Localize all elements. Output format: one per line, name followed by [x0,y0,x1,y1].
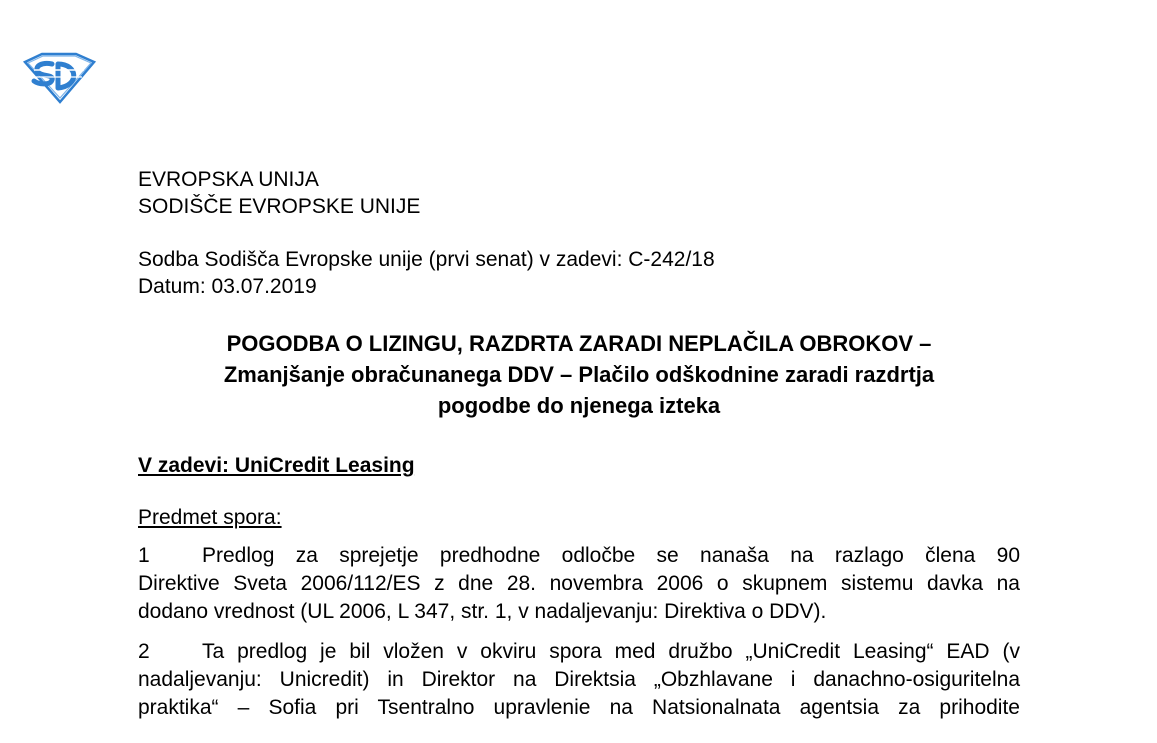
document-body [138,166,1020,722]
paragraph-1 [138,542,1020,626]
case-info [138,246,1020,300]
paragraph-2-line-1: 2 Ta predlog je bil vložen v okviru spora med družbo „UniCredit Leasing“ EAD (v [138,638,1020,666]
case-date: Datum: 03.07.2019 [138,275,317,298]
court-line-2: SODIŠČE EVROPSKE UNIJE [138,195,421,218]
paragraph-number: 1 [138,544,150,567]
paragraph-1-line-1: 1 Predlog za sprejetje predhodne odločbe se nanaša na razlago člena 90 [138,542,1020,570]
paragraph-1-line-2: Direktive Sveta 2006/112/ES z dne 28. novembra 2006 o skupnem sistemu davka na [138,572,1020,595]
court-line-1: EVROPSKA UNIJA [138,168,319,191]
case-reference: Sodba Sodišča Evropske unije (prvi senat) v zadevi: C-242/18 [138,248,715,271]
court-header [138,166,1020,220]
case-subject: V zadevi: UniCredit Leasing [138,454,415,477]
title-line-1: POGODBA O LIZINGU, RAZDRTA ZARADI NEPLAČILA OBROKOV – [226,331,932,356]
title-line-2: Zmanjšanje obračunanega DDV – Plačilo odškodnine zaradi razdrtja [223,362,935,387]
shield-logo-icon [22,50,96,104]
paragraph-1-line-3: dodano vrednost (UL 2006, L 347, str. 1, v nadaljevanju: Direktiva o DDV). [138,600,827,623]
paragraph-2 [138,638,1020,722]
document-title [138,328,1020,421]
title-line-3: pogodbe do njenega izteka [437,393,721,418]
paragraph-2-line-3: praktika“ – Sofia pri Tsentralno upravlenie na Natsionalnata agentsia za prihodite [138,696,1020,719]
paragraph-2-line-2: nadaljevanju: Unicredit) in Direktor na Direktsia „Obzhlavane i danachno-osiguritelna [138,668,1020,691]
paragraph-number: 2 [138,640,150,663]
publisher-logo [22,50,96,104]
section-heading: Predmet spora: [138,506,282,529]
